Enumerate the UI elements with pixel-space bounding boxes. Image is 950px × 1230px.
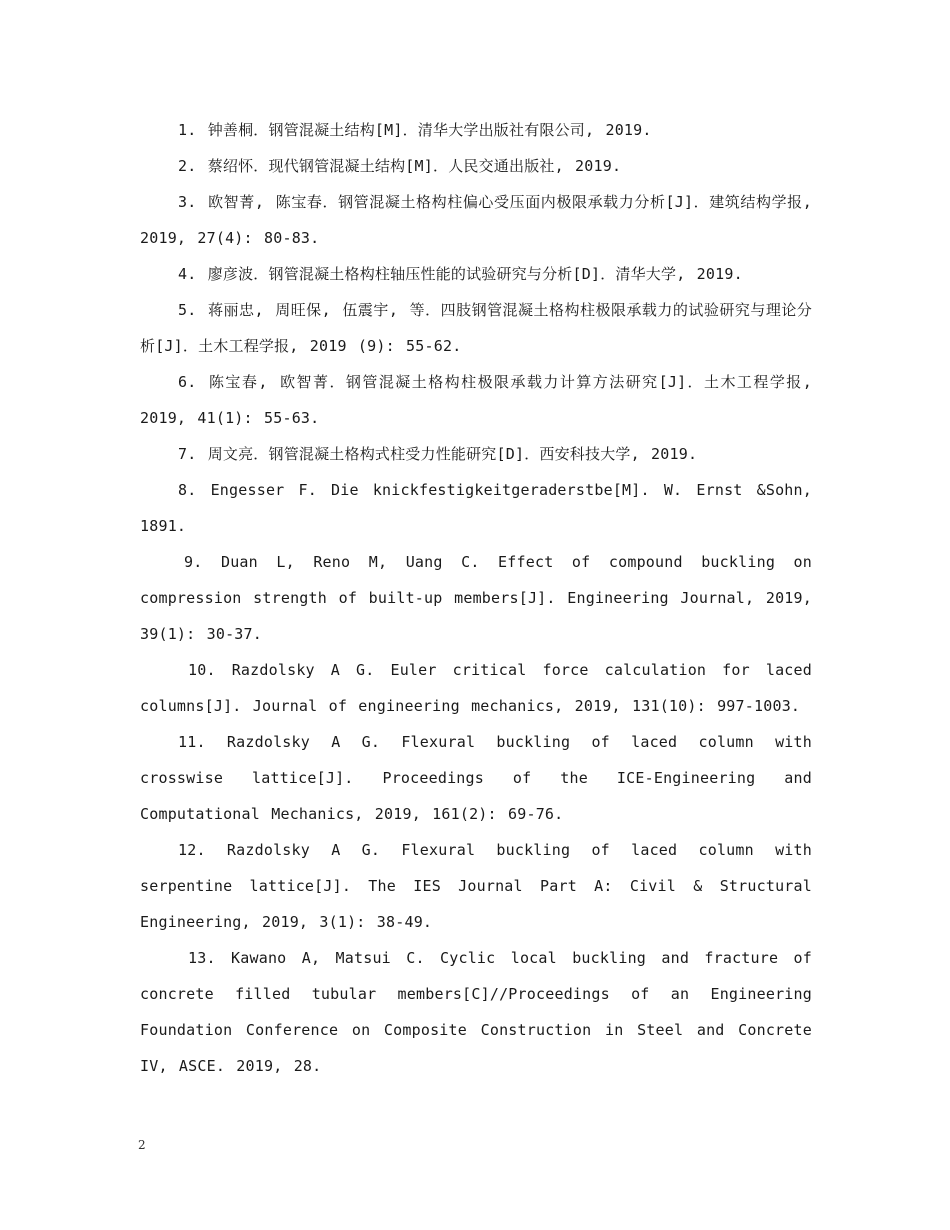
page-number: 2 [138, 1138, 146, 1152]
reference-text: Razdolsky A G. Flexural buckling of laced column with crosswise lattice[J]. Proceedings of the ICE-Engineering and Computational Mechanics, 2019, 161(2): 69-76. [140, 733, 812, 823]
reference-number: 7. [178, 445, 197, 463]
reference-number: 1. [178, 121, 197, 139]
reference-text: Razdolsky A G. Euler critical force calculation for laced columns[J]. Journal of engineering mechanics, 2019, 131(10): 997-1003. [140, 661, 812, 715]
reference-item-8 [140, 472, 812, 544]
reference-item-6 [140, 364, 812, 436]
reference-number: 2. [178, 157, 197, 175]
reference-item-2 [140, 148, 812, 184]
reference-number: 5. [178, 301, 197, 319]
reference-item-1 [140, 112, 812, 148]
reference-item-4 [140, 256, 812, 292]
reference-number: 10. [188, 661, 216, 679]
reference-number: 9. [184, 553, 203, 571]
reference-number: 11. [178, 733, 206, 751]
reference-item-13 [140, 940, 812, 1084]
reference-text: 廖彦波．钢管混凝土格构柱轴压性能的试验研究与分析[D]．清华大学, 2019. [207, 265, 743, 283]
reference-item-9 [140, 544, 812, 652]
reference-item-11 [140, 724, 812, 832]
reference-text: 蒋丽忠, 周旺保, 伍震宇, 等．四肢钢管混凝土格构柱极限承载力的试验研究与理论分析[J]．土木工程学报, 2019 (9): 55-62. [140, 301, 813, 355]
reference-number: 6. [178, 373, 197, 391]
reference-text: Duan L, Reno M, Uang C. Effect of compound buckling on compression strength of built-up members[J]. Engineering Journal, 2019, 39(1): 30-37. [140, 553, 813, 643]
reference-item-12 [140, 832, 812, 940]
reference-list [140, 112, 812, 1084]
reference-item-5 [140, 292, 812, 364]
reference-text: 欧智菁, 陈宝春．钢管混凝土格构柱偏心受压面内极限承载力分析[J]．建筑结构学报, 2019, 27(4): 80-83. [140, 193, 812, 247]
reference-item-3 [140, 184, 812, 256]
reference-text: 周文亮．钢管混凝土格构式柱受力性能研究[D]．西安科技大学, 2019. [207, 445, 698, 463]
reference-text: 钟善桐．钢管混凝土结构[M]．清华大学出版社有限公司, 2019. [207, 121, 652, 139]
reference-number: 3. [178, 193, 197, 211]
reference-number: 12. [178, 841, 206, 859]
reference-number: 13. [188, 949, 216, 967]
reference-text: 陈宝春, 欧智菁．钢管混凝土格构柱极限承载力计算方法研究[J]．土木工程学报, 2019, 41(1): 55-63. [140, 373, 812, 427]
reference-item-10 [140, 652, 812, 724]
reference-text: Razdolsky A G. Flexural buckling of laced column with serpentine lattice[J]. The IES Journal Part A: Civil & Structural Engineering, 2019, 3(1): 38-49. [140, 841, 812, 931]
reference-number: 8. [178, 481, 197, 499]
reference-text: Kawano A, Matsui C. Cyclic local buckling and fracture of concrete filled tubular members[C]//Proceedings of an Engineering Foundation Conference on Composite Construction in Steel and Concrete IV, ASCE. 2019, 28. [140, 949, 813, 1075]
reference-text: Engesser F. Die knickfestigkeitgeraderstbe[M]. W. Ernst &Sohn, 1891. [140, 481, 812, 535]
reference-item-7 [140, 436, 812, 472]
reference-number: 4. [178, 265, 197, 283]
reference-text: 蔡绍怀．现代钢管混凝土结构[M]．人民交通出版社, 2019. [207, 157, 622, 175]
